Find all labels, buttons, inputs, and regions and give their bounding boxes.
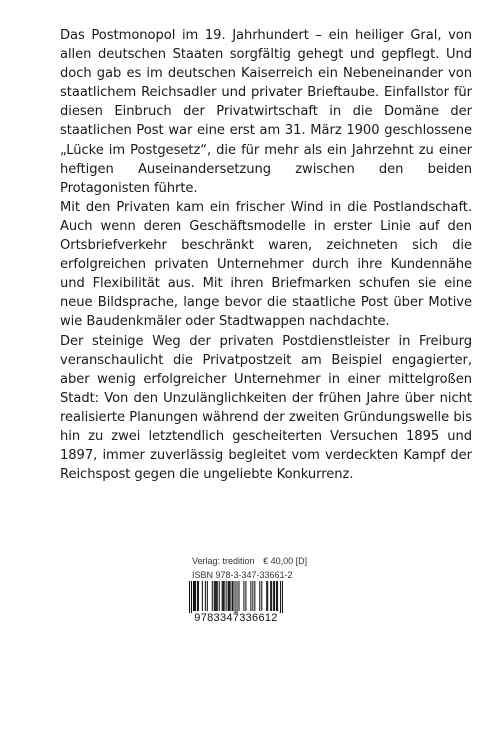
barcode-bar: [214, 581, 215, 611]
barcode-bar: [270, 581, 271, 611]
barcode-bar: [197, 581, 198, 611]
blurb-paragraph-3: Der steinige Weg der privaten Postdienstleister in Freiburg veranschaulicht die Privatpostzeit am Beispiel engagierter, aber wenig erfolgreicher Unternehmer in einer mittelgroßen Stadt: Von den Unzulänglichkeiten der frühen Jahre über nicht realisierte Planungen während der zweiten Gründungswelle bis hin zu zwei letztendlich gescheiterten Versuchen 1895 und 1897, immer zuverlässig begleitet vom verdeckten Kampf der Reichspost gegen die ungeliebte Konkurrenz.: [60, 333, 472, 483]
barcode-bar: [273, 581, 274, 611]
barcode-bar: [226, 581, 227, 611]
barcode-bar: [282, 581, 283, 613]
barcode-bar: [228, 581, 229, 611]
price-label: € 40,00 [D]: [263, 556, 308, 566]
barcode-bar: [224, 581, 225, 611]
barcode-bar: [277, 581, 278, 611]
barcode-bar: [252, 581, 253, 611]
barcode-bar: [194, 581, 195, 611]
barcode-bar: [202, 581, 203, 611]
book-meta: [192, 554, 342, 582]
barcode-bar: [195, 581, 196, 611]
barcode-bar: [198, 581, 199, 611]
publisher-label: Verlag: tredition: [192, 556, 255, 566]
barcode-bar: [212, 581, 213, 611]
barcode-bar: [189, 581, 190, 613]
barcode-bar: [216, 581, 217, 611]
barcode-bar: [274, 581, 275, 611]
barcode-bar: [205, 581, 206, 611]
barcode-bar: [219, 581, 220, 611]
barcode-bar: [233, 581, 234, 611]
barcode-digits: 9783347336612: [194, 612, 278, 624]
barcode-bar: [250, 581, 251, 611]
barcode-bar: [245, 581, 246, 611]
barcode-bar: [217, 581, 218, 611]
blurb-paragraph-2: Mit den Privaten kam ein frischer Wind in die Postlandschaft. Auch wenn deren Geschäftsmodelle in erster Linie auf den Ortsbriefverkehr beschränkt waren, zeichneten sich die erfolgreichen privaten Unternehmer durch ihre Kundennähe und Flexibilität aus. Mit ihren Briefmarken schufen sie eine neue Bildsprache, lange bevor die staatliche Post über Motive wie Baudenkmäler oder Stadtwappen nachdachte.: [60, 199, 472, 330]
barcode-bar: [232, 581, 233, 611]
barcode-bar: [235, 581, 236, 613]
isbn-barcode: [189, 581, 283, 613]
barcode-bar: [191, 581, 192, 613]
barcode-bar: [215, 581, 216, 611]
barcode-bars: [189, 581, 283, 613]
barcode-bar: [259, 581, 260, 611]
isbn-label: ISBN 978-3-347-33661-2: [192, 570, 293, 580]
barcode-bar: [276, 581, 277, 611]
barcode-bar: [222, 581, 223, 611]
barcode-bar: [243, 581, 244, 611]
barcode-bar: [266, 581, 267, 611]
barcode-bar: [223, 581, 224, 611]
blurb-paragraph-1: Das Postmonopol im 19. Jahrhundert – ein heiliger Gral, von allen deutschen Staaten sorgfältig gehegt und gepflegt. Und doch gab es im deutschen Kaiserreich ein Nebeneinander von staatlichem Reichsadler und privater Brieftaube. Einfallstor für diesen Einbruch der Privatwirtschaft in die Domäne der staatlichen Post war eine erst am 31. März 1900 geschlossene „Lücke im Postgesetz“, die für mehr als ein Jahrzehnt zu einer heftigen Auseinandersetzung zwischen den beiden Protagonisten führte.: [60, 28, 472, 196]
barcode-bar: [229, 581, 230, 611]
barcode-bar: [254, 581, 255, 611]
back-cover-blurb: [60, 26, 472, 484]
barcode-bar: [238, 581, 239, 611]
barcode-bar: [236, 581, 237, 613]
barcode-bar: [271, 581, 272, 611]
barcode-bar: [207, 581, 208, 611]
publisher-price-line: [192, 554, 342, 568]
barcode-bar: [261, 581, 262, 611]
barcode-bar: [267, 581, 268, 611]
barcode-bar: [280, 581, 281, 613]
barcode-bar: [193, 581, 194, 611]
barcode-bar: [230, 581, 231, 611]
